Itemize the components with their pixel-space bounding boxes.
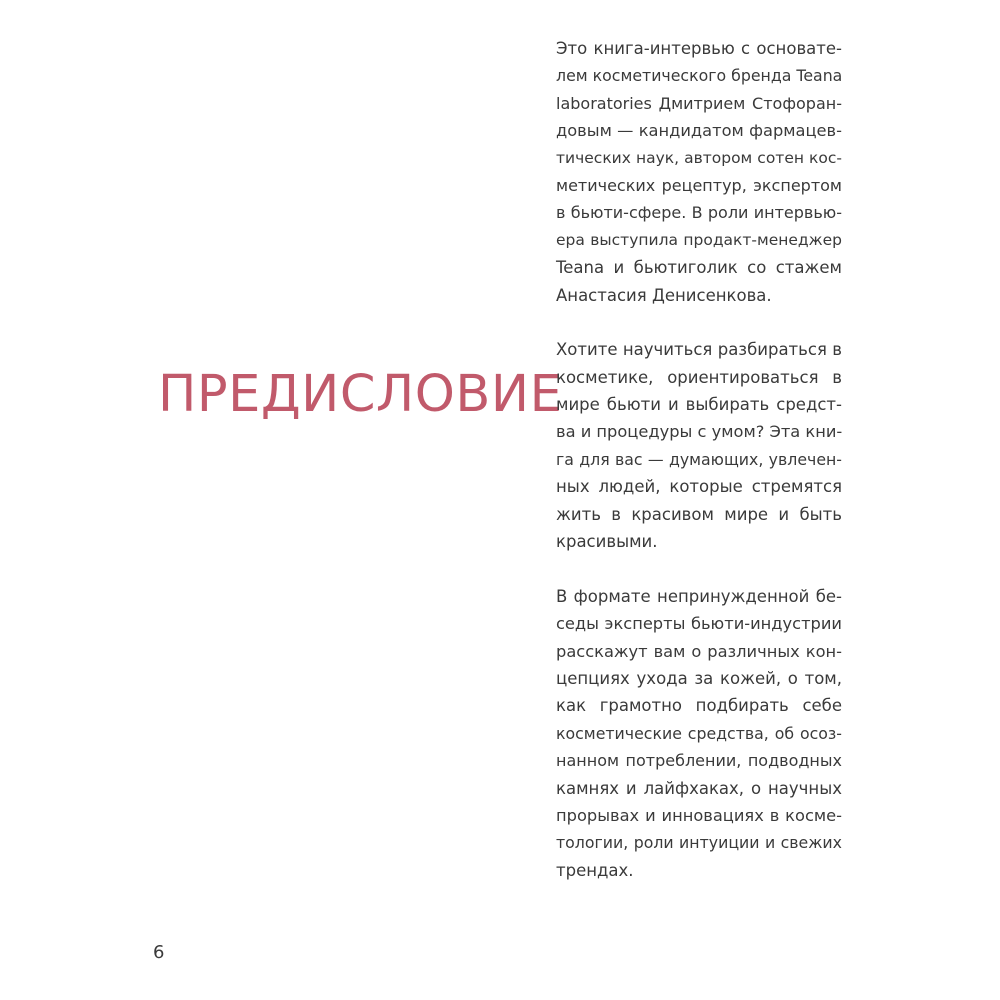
text-line: В формате непринужденной бе- (556, 586, 842, 606)
text-line: ера выступила продакт-менеджер (556, 230, 842, 249)
text-line: тических наук, автором сотен кос- (556, 148, 842, 167)
text-line: нанном потреблении, подводных (556, 751, 842, 771)
text-line: в бьюти-сфере. В роли интервью- (556, 203, 842, 223)
text-line: laboratories Дмитрием Стофоран- (556, 93, 842, 113)
page-number: 6 (153, 942, 165, 963)
text-line: Teana и бьютиголик со стажем (556, 258, 842, 278)
text-line: Анастасия Денисенкова. (556, 285, 772, 305)
text-line: прорывах и инновациях в косме- (556, 805, 842, 825)
text-line: расскажут вам о различных кон- (556, 641, 842, 661)
text-line: камнях и лайфхаках, о научных (556, 778, 842, 798)
text-line: косметические средства, об осоз- (556, 723, 842, 743)
text-line: Это книга-интервью с основате- (556, 39, 842, 58)
text-line: седы эксперты бьюти-индустрии (556, 614, 842, 634)
text-line: как грамотно подбирать себе (556, 696, 842, 716)
text-line: га для вас — думающих, увлечен- (556, 449, 842, 469)
text-line: цепциях ухода за кожей, о том, (556, 668, 842, 688)
paragraph-1 (556, 35, 842, 309)
text-line: ва и процедуры с умом? Эта кни- (556, 422, 843, 442)
text-line: косметике, ориентироваться в (556, 367, 842, 387)
text-line: лем косметического бренда Teana (556, 66, 843, 86)
text-line: мире бьюти и выбирать средст- (556, 395, 842, 415)
paragraph-2 (556, 336, 842, 555)
page-title: ПРЕДИСЛОВИЕ (158, 365, 563, 424)
text-line: довым — кандидатом фармацев- (556, 121, 842, 141)
text-line: трендах. (556, 860, 634, 880)
paragraph-3 (556, 583, 842, 884)
text-line: Хотите научиться разбираться в (556, 340, 842, 360)
text-line: тологии, роли интуиции и свежих (556, 833, 842, 853)
text-line: метических рецептур, экспертом (556, 175, 842, 195)
text-line: жить в красивом мире и быть (556, 504, 842, 524)
text-line: ных людей, которые стремятся (556, 477, 842, 497)
preface-text (556, 35, 842, 912)
text-line: красивыми. (556, 532, 658, 552)
